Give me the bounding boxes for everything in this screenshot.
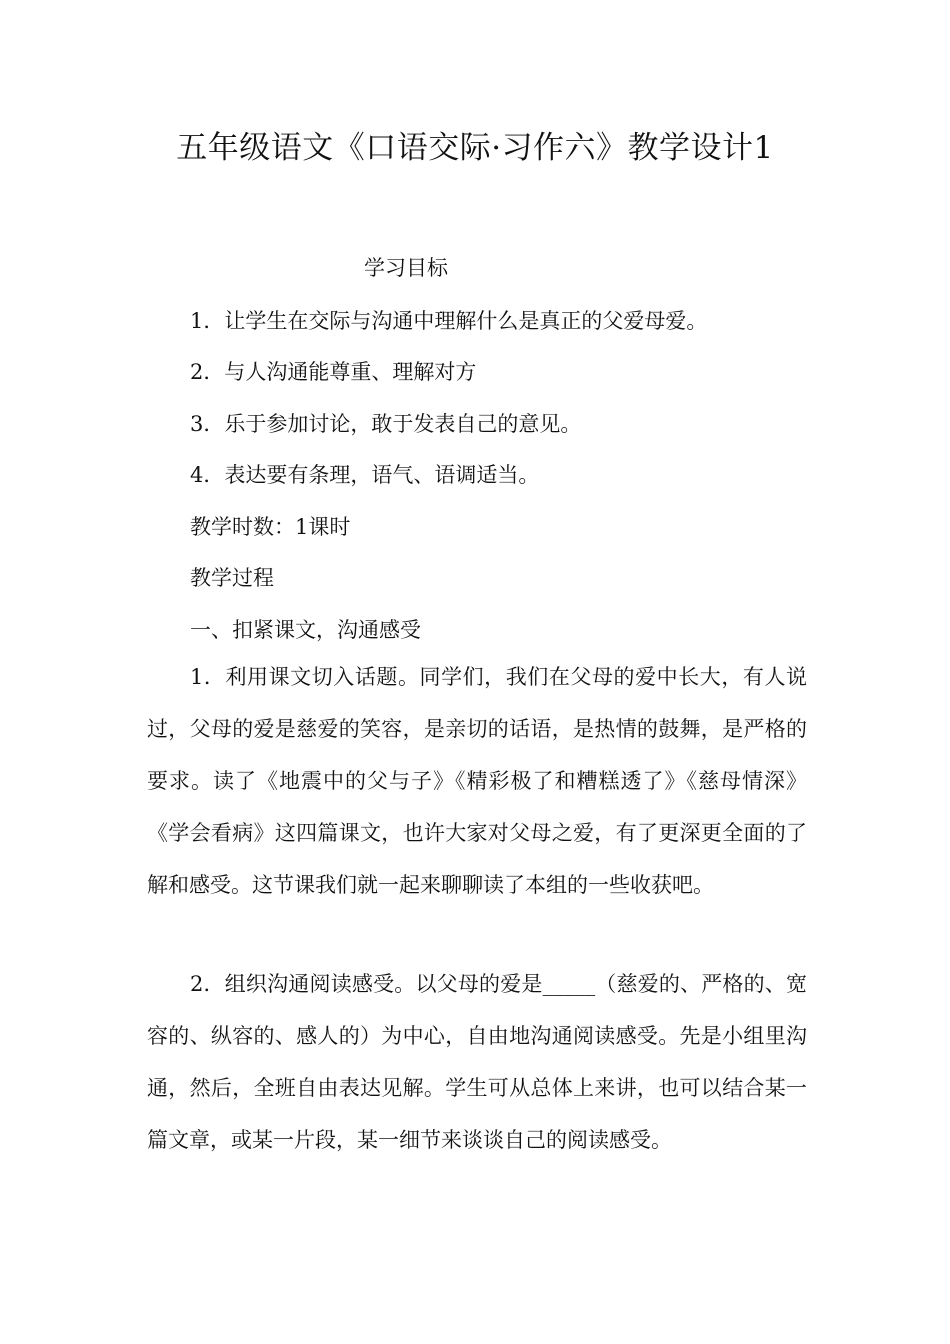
objective-item: 4．表达要有条理，语气、语调适当。: [190, 463, 540, 487]
paragraph: 2．组织沟通阅读感受。以父母的爱是_____（慈爱的、严格的、宽容的、纵容的、感人的）为中心，自由地沟通阅读感受。先是小组里沟通，然后，全班自由表达见解。学生可从总体上来讲，也可以结合某一篇文章，或某一片段，某一细节来谈谈自己的阅读感受。: [147, 972, 807, 1152]
document-title: 五年级语文《口语交际·习作六》教学设计1: [176, 130, 774, 166]
section-heading: 一、扣紧课文，沟通感受: [190, 618, 421, 642]
objective-item: 2．与人沟通能尊重、理解对方: [190, 360, 477, 384]
objectives-heading: 学习目标: [364, 256, 448, 280]
teaching-hours: 教学时数：1课时: [190, 515, 351, 539]
objective-item: 1．让学生在交际与沟通中理解什么是真正的父爱母爱。: [190, 309, 708, 333]
paragraph: 1．利用课文切入话题。同学们，我们在父母的爱中长大，有人说过，父母的爱是慈爱的笑容，是亲切的话语，是热情的鼓舞，是严格的要求。读了《地震中的父与子》《精彩极了和糟糕透了》《慈母情深》《学会看病》这四篇课文，也许大家对父母之爱，有了更深更全面的了解和感受。这节课我们就一起来聊聊读了本组的一些收获吧。: [147, 665, 807, 897]
objective-item: 3．乐于参加讨论，敢于发表自己的意见。: [190, 412, 582, 436]
process-heading: 教学过程: [190, 566, 274, 590]
